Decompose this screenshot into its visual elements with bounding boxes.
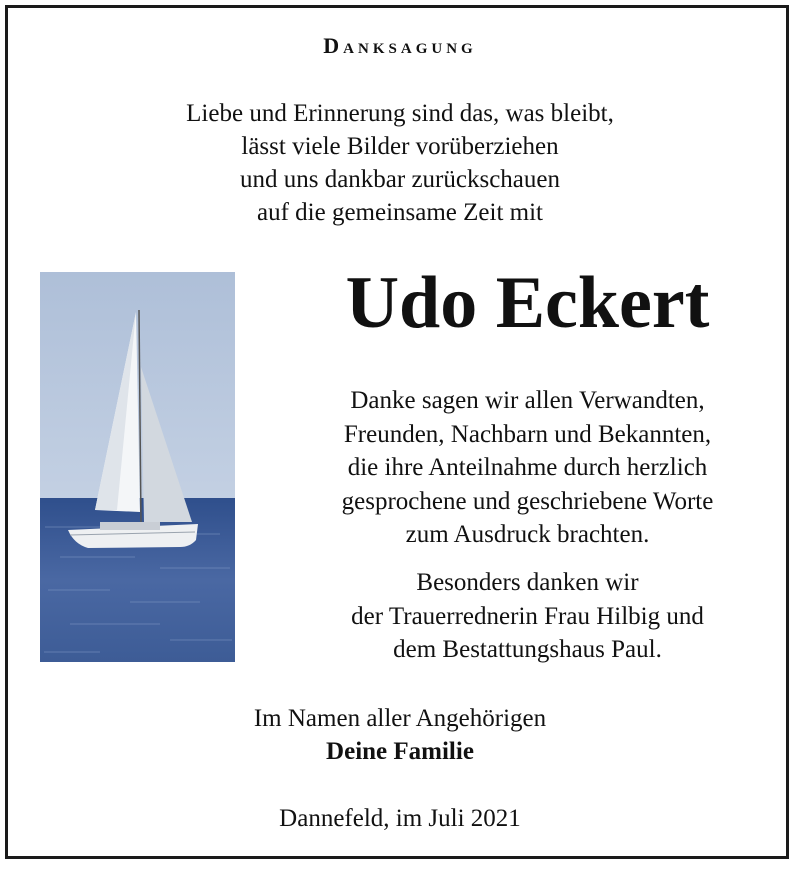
special-thanks-line: der Trauerrednerin Frau Hilbig und <box>351 602 704 630</box>
special-thanks-line: Besonders danken wir <box>416 569 639 596</box>
thanks-line: gesprochene und geschriebene Worte <box>341 487 714 515</box>
notice-heading: Danksagung <box>323 33 477 58</box>
special-thanks-line: dem Bestattungshaus Paul. <box>393 636 662 663</box>
deceased-name: Udo Eckert <box>345 262 710 344</box>
thanks-paragraph <box>255 384 800 552</box>
poem-verse <box>0 97 800 229</box>
poem-line: Liebe und Erinnerung sind das, was bleibt, <box>186 100 614 127</box>
thanks-line: zum Ausdruck brachten. <box>405 521 650 548</box>
sailboat-photo <box>40 272 235 662</box>
place-date: Dannefeld, im Juli 2021 <box>279 805 521 832</box>
signature-block <box>0 702 800 768</box>
thanks-line: die ihre Anteilnahme durch herzlich <box>347 454 708 481</box>
poem-line: und uns dankbar zurückschauen <box>239 166 561 193</box>
special-thanks-paragraph <box>255 566 800 667</box>
family-signature: Deine Familie <box>326 738 474 765</box>
poem-line: auf die gemeinsame Zeit mit <box>256 199 543 226</box>
signature-line: Im Namen aller Angehörigen <box>253 705 547 732</box>
boat-cabin <box>100 522 160 530</box>
thanks-line: Danke sagen wir allen Verwandten, <box>350 387 705 414</box>
thanks-line: Freunden, Nachbarn und Bekannten, <box>343 420 712 448</box>
poem-line: lässt viele Bilder vorüberziehen <box>241 133 559 160</box>
